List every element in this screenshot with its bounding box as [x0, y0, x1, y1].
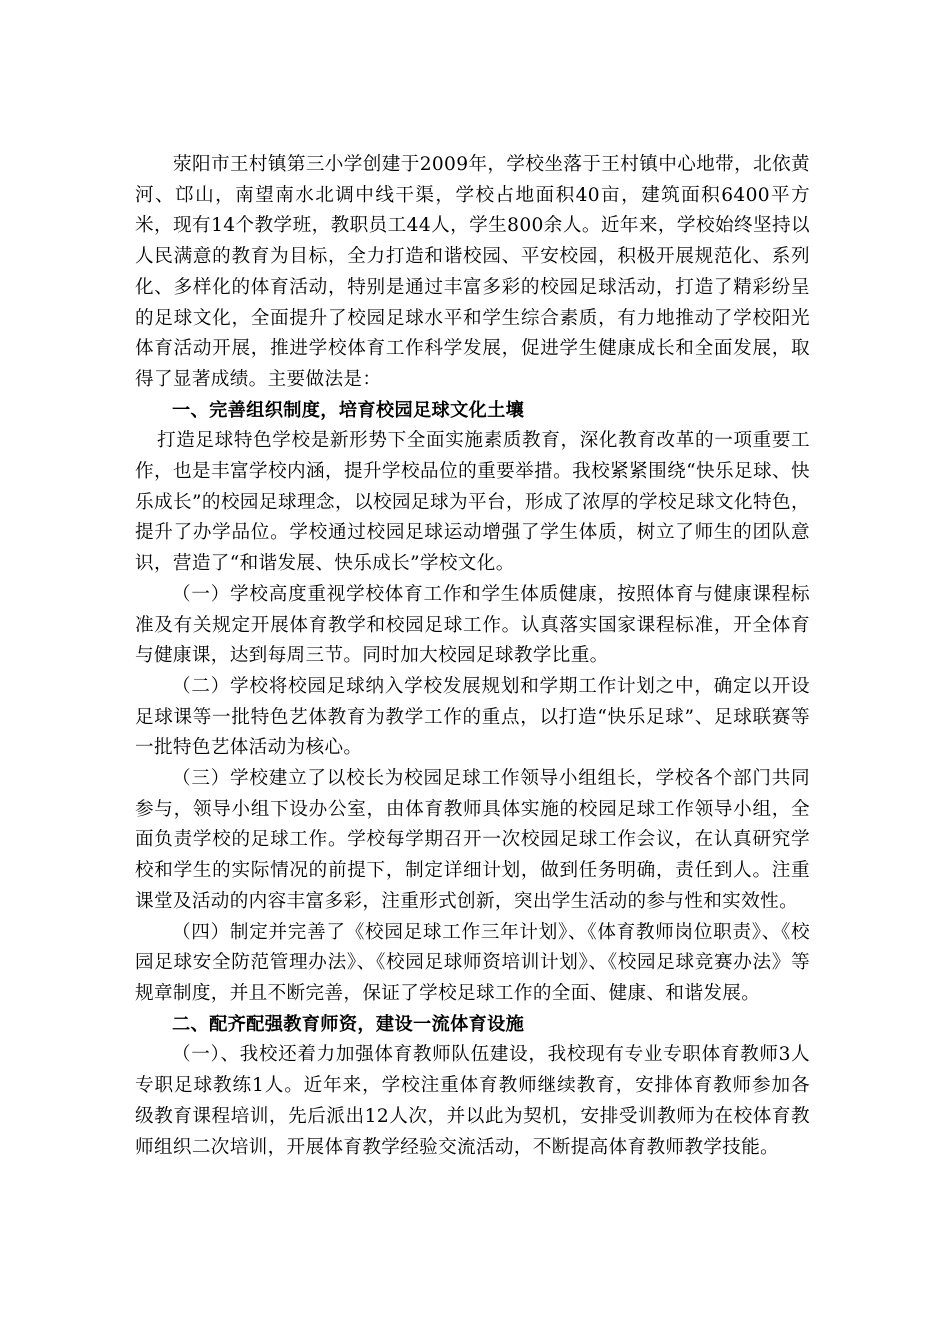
section-1-heading: 一、完善组织制度，培育校园足球文化土壤 — [172, 399, 525, 421]
section-1-item-4: （四）制定并完善了《校园足球工作三年计划》、《体育教师岗位职责》、《校园足球安全防范管理办法》、《校园足球师资培训计划》、《校园足球竞赛办法》等规章制度，并且不断完善，保证了学校足球工作的全面、健康、和谐发展。 — [135, 921, 810, 1004]
section-2-heading: 二、配齐配强教育师资，建设一流体育设施 — [172, 1013, 525, 1035]
section-1-lead-paragraph: 打造足球特色学校是新形势下全面实施素质教育，深化教育改革的一项重要工作，也是丰富学校内涵，提升学校品位的重要举措。我校紧紧围绕“快乐足球、快乐成长”的校园足球理念，以校园足球为平台，形成了浓厚的学校足球文化特色，提升了办学品位。学校通过校园足球运动增强了学生体质，树立了师生的团队意识，营造了“和谐发展、快乐成长”学校文化。 — [135, 430, 810, 575]
section-1-item-3: （三）学校建立了以校长为校园足球工作领导小组组长，学校各个部门共同参与，领导小组下设办公室，由体育教师具体实施的校园足球工作领导小组，全面负责学校的足球工作。学校每学期召开一次校园足球工作会议，在认真研究学校和学生的实际情况的前提下，制定详细计划，做到任务明确，责任到人。注重课堂及活动的内容丰富多彩，注重形式创新，突出学生活动的参与性和实效性。 — [135, 768, 810, 912]
section-1-item-2: （二）学校将校园足球纳入学校发展规划和学期工作计划之中，确定以开设足球课等一批特色艺体教育为教学工作的重点，以打造“快乐足球”、足球联赛等一批特色艺体活动为核心。 — [135, 675, 810, 759]
section-2-item-1: （一）、我校还着力加强体育教师队伍建设，我校现有专业专职体育教师3人专职足球教练1人。近年来，学校注重体育教师继续教育，安排体育教师参加各级教育课程培训，先后派出12人次，并以此为契机，安排受训教师为在校体育教师组织二次培训，开展体育教学经验交流活动，不断提高体育教师教学技能。 — [135, 1044, 810, 1158]
intro-paragraph: 荥阳市王村镇第三小学创建于2009年，学校坐落于王村镇中心地带，北依黄河、邙山，南望南水北调中线干渠，学校占地面积40亩，建筑面积6400平方米，现有14个教学班，教职员工44人，学生800余人。近年来，学校始终坚持以人民满意的教育为目标，全力打造和谐校园、平安校园，积极开展规范化、系列化、多样化的体育活动，特别是通过丰富多彩的校园足球活动，打造了精彩纷呈的足球文化，全面提升了校园足球水平和学生综合素质，有力地推动了学校阳光体育活动开展，推进学校体育工作科学发展，促进学生健康成长和全面发展，取得了显著成绩。主要做法是： — [135, 154, 810, 390]
document-page — [135, 150, 810, 1163]
section-1-item-1: （一）学校高度重视学校体育工作和学生体质健康，按照体育与健康课程标准及有关规定开展体育教学和校园足球工作。认真落实国家课程标准，开全体育与健康课，达到每周三节。同时加大校园足球教学比重。 — [135, 583, 810, 667]
